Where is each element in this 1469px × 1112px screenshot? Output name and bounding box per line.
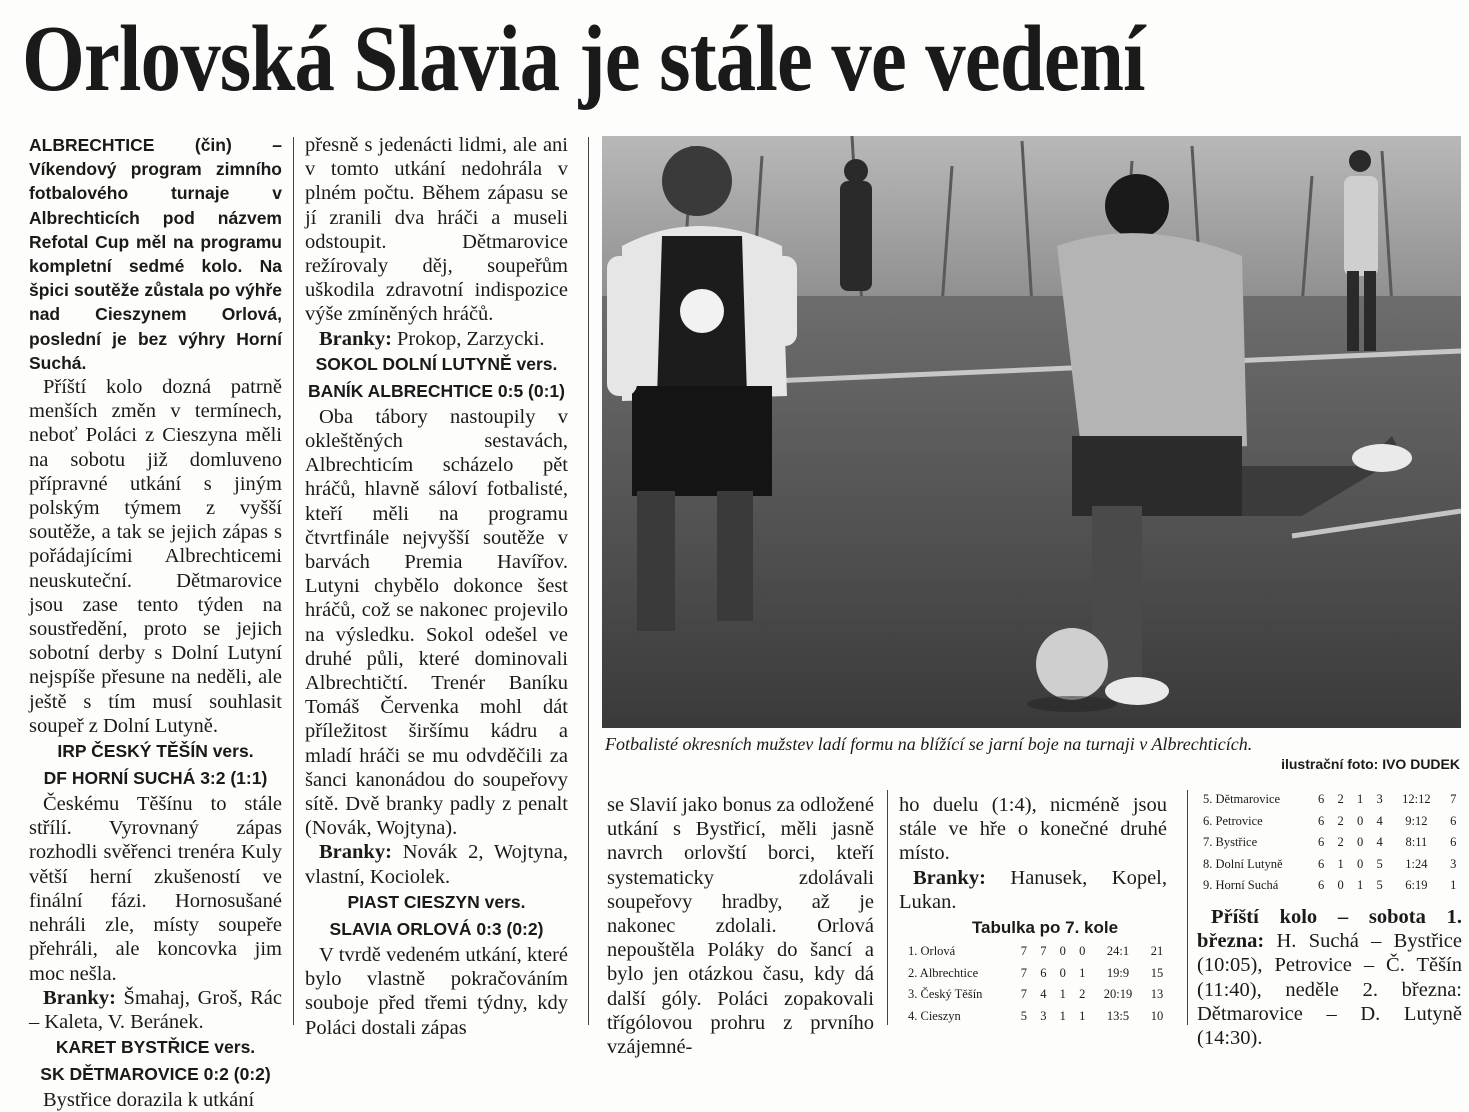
goals-label: Branky: bbox=[319, 327, 392, 350]
goal-score: 19:9 bbox=[1106, 965, 1130, 980]
team-name: 4. Cieszyn bbox=[908, 1008, 961, 1023]
games-played: 6 bbox=[1317, 878, 1325, 892]
football-players-image bbox=[602, 136, 1461, 728]
paragraph: ho duelu (1:4), nicméně jsou stále ve hře o konečné druhé místo. bbox=[899, 794, 1167, 865]
draws: 1 bbox=[1059, 1008, 1066, 1023]
standings-title: Tabulka po 7. kole bbox=[971, 918, 1119, 937]
paragraph: Bystřice dorazila k utkání bbox=[43, 1089, 255, 1112]
games-played: 7 bbox=[1020, 944, 1027, 958]
match-heading-score: SK DĚTMAROVICE 0:2 (0:2) bbox=[40, 1064, 271, 1085]
wins: 7 bbox=[1040, 944, 1047, 958]
match-heading: PIAST CIESZYN vers. bbox=[347, 891, 526, 912]
team-name: 7. Bystřice bbox=[1203, 835, 1258, 849]
standings-table-continued bbox=[1203, 789, 1463, 897]
points: 13 bbox=[1150, 987, 1164, 1001]
match-heading-score: SLAVIA ORLOVÁ 0:3 (0:2) bbox=[329, 918, 544, 939]
paragraph: Příští kolo dozná patrně menších změn v termínech, neboť Poláci z Cieszyna měli na sobotu již domluveno přípravné utkání s jiným polským týmem z vyšší soutěže, a tak se jejich zápas s pořádajícími Albrechticemi neuskuteční. Dětmarovice jsou zase tento týden na soustředění, proto se jejich sobotní derby s Dolní Lutyní nejspíše přesune na neděli, ale ještě s tím musí souhlasit soupeř z Dolní Lutyně. bbox=[29, 376, 282, 737]
points: 1 bbox=[1450, 878, 1457, 892]
draws: 0 bbox=[1356, 856, 1364, 871]
goals-label: Branky: bbox=[43, 986, 116, 1009]
team-name: 6. Petrovice bbox=[1203, 813, 1263, 828]
points: 7 bbox=[1450, 792, 1457, 806]
goals-text: Prokop, Zarzycki. bbox=[391, 327, 545, 350]
games-played: 7 bbox=[1020, 987, 1027, 1001]
team-name: 5. Dětmarovice bbox=[1203, 792, 1281, 806]
games-played: 7 bbox=[1020, 965, 1027, 980]
column-rule bbox=[1187, 790, 1188, 1025]
points: 3 bbox=[1450, 856, 1457, 871]
standings-row bbox=[1203, 789, 1463, 811]
goal-score: 8:11 bbox=[1405, 835, 1428, 849]
games-played: 6 bbox=[1317, 835, 1325, 849]
losses: 4 bbox=[1376, 813, 1383, 828]
match-heading: IRP ČESKÝ TĚŠÍN vers. bbox=[57, 741, 254, 762]
draws: 1 bbox=[1356, 792, 1364, 806]
standings-table bbox=[908, 941, 1170, 1027]
team-name: 8. Dolní Lutyně bbox=[1203, 856, 1283, 871]
column-rule bbox=[887, 790, 888, 1025]
points: 21 bbox=[1150, 944, 1164, 958]
article-lead: ALBRECHTICE (čin) – Víkendový program zimního fotbalového turnaje v Albrechticích pod názvem Refotal Cup měl na programu kompletní sedmé kolo. Na špici soutěže zůstala po výhře nad Cieszynem Orlová, poslední je bez výhry Horní Suchá. bbox=[29, 135, 282, 373]
losses: 5 bbox=[1376, 856, 1383, 871]
standings-row bbox=[1203, 811, 1463, 833]
standings-row bbox=[1203, 832, 1463, 854]
goal-score: 9:12 bbox=[1405, 813, 1428, 828]
goal-scorers bbox=[305, 840, 568, 888]
losses: 5 bbox=[1376, 878, 1383, 892]
goal-score: 13:5 bbox=[1106, 1008, 1130, 1023]
goals-text: Hanusek, Kopel, Lukan. bbox=[899, 866, 1167, 913]
draws: 0 bbox=[1059, 965, 1066, 980]
team-name: 3. Český Těšín bbox=[908, 987, 983, 1001]
photo-credit: ilustrační foto: IVO DUDEK bbox=[1281, 756, 1460, 772]
losses: 3 bbox=[1376, 792, 1383, 806]
match-photo bbox=[602, 136, 1461, 728]
points: 6 bbox=[1450, 813, 1457, 828]
standings-row bbox=[1203, 854, 1463, 876]
goal-score: 24:1 bbox=[1106, 944, 1130, 958]
standings-row bbox=[908, 984, 1170, 1006]
losses: 0 bbox=[1079, 944, 1086, 958]
team-name: 2. Albrechtice bbox=[908, 965, 979, 980]
standings-row bbox=[908, 1006, 1170, 1028]
draws: 1 bbox=[1356, 878, 1364, 892]
wins: 4 bbox=[1040, 987, 1047, 1001]
next-round-schedule bbox=[1197, 905, 1462, 1050]
article-column-4 bbox=[899, 793, 1167, 914]
standings-row bbox=[908, 941, 1170, 963]
wins: 0 bbox=[1337, 878, 1344, 892]
team-name: 9. Horní Suchá bbox=[1203, 878, 1279, 892]
draws: 0 bbox=[1356, 835, 1364, 849]
goal-scorers bbox=[305, 327, 568, 351]
games-played: 6 bbox=[1317, 856, 1325, 871]
goals-label: Branky: bbox=[319, 841, 392, 864]
wins: 1 bbox=[1337, 856, 1344, 871]
points: 6 bbox=[1450, 835, 1457, 849]
draws: 1 bbox=[1059, 987, 1066, 1001]
goal-scorers bbox=[29, 986, 282, 1034]
paragraph: V tvrdě vedeném utkání, které bylo vlastně pokračováním souboje před třemi týdny, kdy Poláci dostali zápas bbox=[305, 943, 568, 1039]
standings-row bbox=[1203, 875, 1463, 897]
losses: 1 bbox=[1079, 1008, 1086, 1023]
standings-row bbox=[908, 963, 1170, 985]
next-round-label: Příští kolo – sobota 1. března: bbox=[1197, 906, 1462, 953]
goal-score: 20:19 bbox=[1103, 987, 1133, 1001]
losses: 2 bbox=[1079, 987, 1086, 1001]
goals-label: Branky: bbox=[913, 866, 986, 889]
points: 15 bbox=[1150, 965, 1164, 980]
wins: 3 bbox=[1040, 1008, 1047, 1023]
paragraph: přesně s jedenácti lidmi, ale ani v tomto utkání nedohrála v plném počtu. Během zápasu se jí zranili dva hráči a museli odstoupit. Dětmarovice režírovaly děj, soupeřům uškodila zdravotní indispozice výše zmíněných hráčů. bbox=[305, 134, 568, 326]
games-played: 6 bbox=[1317, 813, 1325, 828]
losses: 1 bbox=[1079, 965, 1086, 980]
column-rule bbox=[588, 137, 589, 1025]
goal-score: 12:12 bbox=[1402, 792, 1431, 806]
paragraph: se Slavií jako bonus za odložené utkání s Bystřicí, měli jasně navrch orlovští borci, kteří systematicky zdolávali soupeřovy hradby, až je nakonec zdolali. Orlová nepouštěla Poláky do šancí a bylo jen otázkou času, kdy dá další góly. Poláci zopakovali třígólovou prohru z prvního vzájemné- bbox=[607, 794, 875, 1059]
team-name: 1. Orlová bbox=[908, 944, 956, 958]
goal-score: 6:19 bbox=[1405, 878, 1428, 892]
wins: 2 bbox=[1337, 792, 1344, 806]
goals-text: Šmahaj, Groš, Rác – Kaleta, V. Beránek. bbox=[29, 986, 282, 1033]
column-rule bbox=[293, 137, 294, 1025]
match-heading: KARET BYSTŘICE vers. bbox=[55, 1037, 256, 1058]
article-column-2 bbox=[305, 133, 568, 1040]
goals-text: Novák 2, Wojtyna, vlastní, Kociolek. bbox=[305, 841, 568, 888]
games-played: 5 bbox=[1020, 1008, 1027, 1023]
wins: 2 bbox=[1337, 835, 1344, 849]
article-column-3 bbox=[607, 793, 874, 1059]
goal-scorers bbox=[899, 866, 1167, 914]
article-column-5 bbox=[1197, 905, 1462, 1050]
paragraph: Oba tábory nastoupily v okleštěných sestavách, Albrechticím scházelo pět hráčů, hlavně sáloví fotbalisté, kteří měli na programu čtvrtfinále nejvyšší soutěže v barvách Premia Havířov. Lutyni chybělo dokonce šest hráčů, což se nakonec projevilo na výsledku. Sokol odešel ve druhé půli, které dominovali Albrechtičtí. Trenér Baníku Tomáš Červenka mohl dát příležitost širšímu kádru a mladí hráči se mu odvděčili za šanci kanonádou do soupeřovy sítě. Dvě branky padly z penalt (Novák, Wojtyna). bbox=[305, 405, 568, 840]
article-column-1 bbox=[29, 133, 282, 1112]
games-played: 6 bbox=[1317, 792, 1325, 806]
headline: Orlovská Slavia je stále ve vedení bbox=[22, 7, 1145, 111]
match-heading: SOKOL DOLNÍ LUTYNĚ vers. bbox=[315, 353, 558, 374]
match-heading-score: DF HORNÍ SUCHÁ 3:2 (1:1) bbox=[43, 768, 268, 789]
wins: 6 bbox=[1040, 965, 1047, 980]
goal-score: 1:24 bbox=[1405, 856, 1428, 871]
match-heading-score: BANÍK ALBRECHTICE 0:5 (0:1) bbox=[307, 380, 565, 401]
photo-caption: Fotbalisté okresních mužstev ladí formu na blížící se jarní boje na turnaji v Albrechticích. bbox=[605, 734, 1253, 754]
paragraph: Českému Těšínu to stále střílí. Vyrovnaný zápas rozhodli svěřenci trenéra Kuly větší herní zkušeností ve finální fázi. Hornosušané nehráli zle, místy soupeře přehráli, ale koncovka jim moc nešla. bbox=[29, 793, 282, 985]
wins: 2 bbox=[1337, 813, 1344, 828]
points: 10 bbox=[1150, 1008, 1164, 1023]
losses: 4 bbox=[1376, 835, 1383, 849]
next-round-text: H. Suchá – Bystřice (10:05), Petrovice – Č. Těšín (11:40), neděle 2. března: Dětmarovice – D. Lutyně (14:30). bbox=[1197, 930, 1462, 1050]
draws: 0 bbox=[1356, 813, 1364, 828]
draws: 0 bbox=[1059, 944, 1066, 958]
